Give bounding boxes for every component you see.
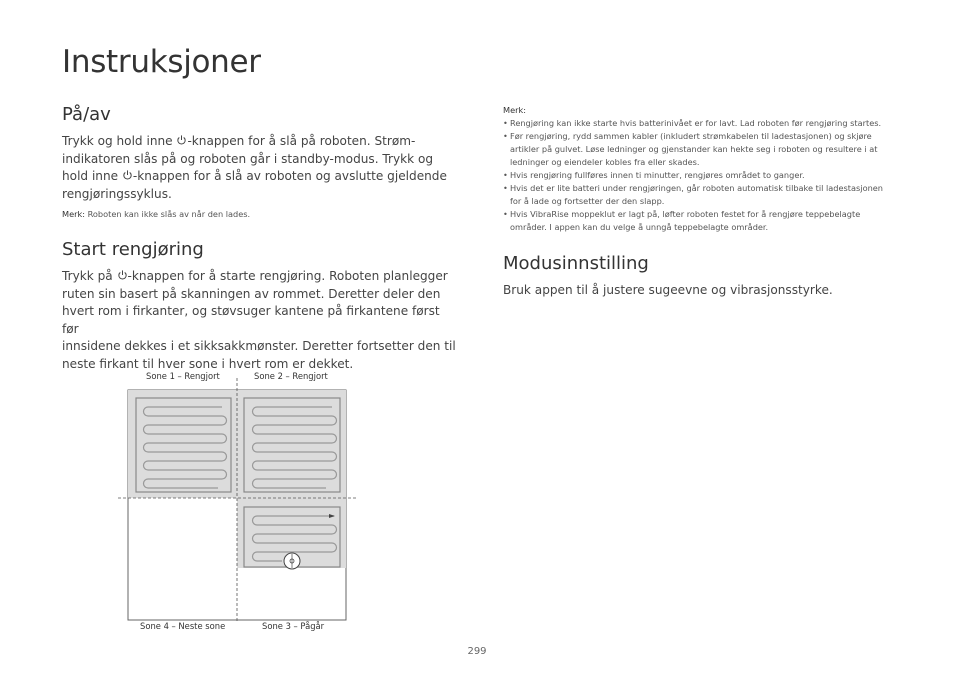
note-label: Merk: <box>62 209 85 219</box>
note-text: Roboten kan ikke slås av når den lades. <box>84 209 251 219</box>
paav-note <box>62 208 250 221</box>
note-line: • Hvis det er lite batteri under rengjøringen, går roboten automatisk tilbake til ladestasjonen <box>510 183 883 193</box>
power-icon <box>176 134 187 146</box>
section-heading-paav: På/av <box>62 104 111 125</box>
modus-paragraph: Bruk appen til å justere sugeevne og vibrasjonsstyrke. <box>503 283 833 297</box>
start-line-5: neste firkant til hver sone i hvert rom er dekket. <box>62 356 354 371</box>
note-line: • Hvis VibraRise moppeklut er lagt på, løfter roboten festet for å rengjøre teppebelagte <box>510 209 861 219</box>
text: Trykk og hold inne <box>62 134 177 148</box>
note-line: for å lade og fortsetter der den slapp. <box>510 196 665 206</box>
zone-cleaning-diagram <box>110 368 370 638</box>
start-paragraph <box>62 268 457 374</box>
note-line: ledninger og eiendeler kobles fra eller skades. <box>510 157 700 167</box>
start-line-3: hvert rom i firkanter, og støvsuger kantene på firkantene først før <box>62 304 440 336</box>
section-heading-start: Start rengjøring <box>62 239 204 260</box>
power-icon <box>122 169 133 181</box>
note-line: • Rengjøring kan ikke starte hvis batterinivået er for lavt. Lad roboten før rengjøring startes. <box>510 118 882 128</box>
note-line: områder. I appen kan du velge å unngå teppebelagte områder. <box>510 222 769 232</box>
note-line: • Før rengjøring, rydd sammen kabler (inkludert strømkabelen til ladestasjonen) og skjøre <box>510 131 872 141</box>
paav-line-3 <box>62 168 452 186</box>
text: Trykk på <box>62 269 117 283</box>
notes-list <box>503 117 893 234</box>
zone4-label: Sone 4 – Neste sone <box>140 621 226 631</box>
note-item <box>503 169 893 182</box>
zone1-label: Sone 1 – Rengjort <box>146 371 220 381</box>
paav-line-1 <box>62 133 452 151</box>
zone2-label: Sone 2 – Rengjort <box>254 371 328 381</box>
note-line: • Hvis rengjøring fullføres innen ti minutter, rengjøres området to ganger. <box>510 170 805 180</box>
start-line-2: ruten sin basert på skanningen av rommet. Deretter deler den <box>62 286 441 301</box>
paav-line-2: indikatoren slås på og roboten går i standby-modus. Trykk og <box>62 151 434 166</box>
page-title: Instruksjoner <box>62 44 261 80</box>
note-item <box>503 117 893 130</box>
text: hold inne <box>62 169 122 184</box>
note-item <box>503 182 893 208</box>
note-item <box>503 208 893 234</box>
robot-icon <box>284 553 300 569</box>
zone3-label: Sone 3 – Pågår <box>262 621 325 631</box>
page-number: 299 <box>467 646 487 657</box>
text: -knappen for å starte rengjøring. Roboten planlegger <box>127 269 448 283</box>
power-icon <box>117 269 128 281</box>
note-line: artikler på gulvet. Løse ledninger og gjenstander kan hekte seg i roboten og resultere i at <box>510 144 878 154</box>
note-item <box>503 130 893 169</box>
notes-label: Merk: <box>503 105 526 115</box>
section-heading-modus: Modusinnstilling <box>503 253 649 274</box>
notes-block <box>503 104 893 234</box>
paav-line-4: rengjøringssyklus. <box>62 186 172 201</box>
text: -knappen for å slå av roboten og avslutte gjeldende <box>132 169 447 184</box>
start-line-4: innsidene dekkes i et sikksakkmønster. Deretter fortsetter den til <box>62 339 456 354</box>
text: -knappen for å slå på roboten. Strøm- <box>187 134 416 148</box>
paav-paragraph <box>62 133 452 203</box>
start-line-1 <box>62 268 457 286</box>
